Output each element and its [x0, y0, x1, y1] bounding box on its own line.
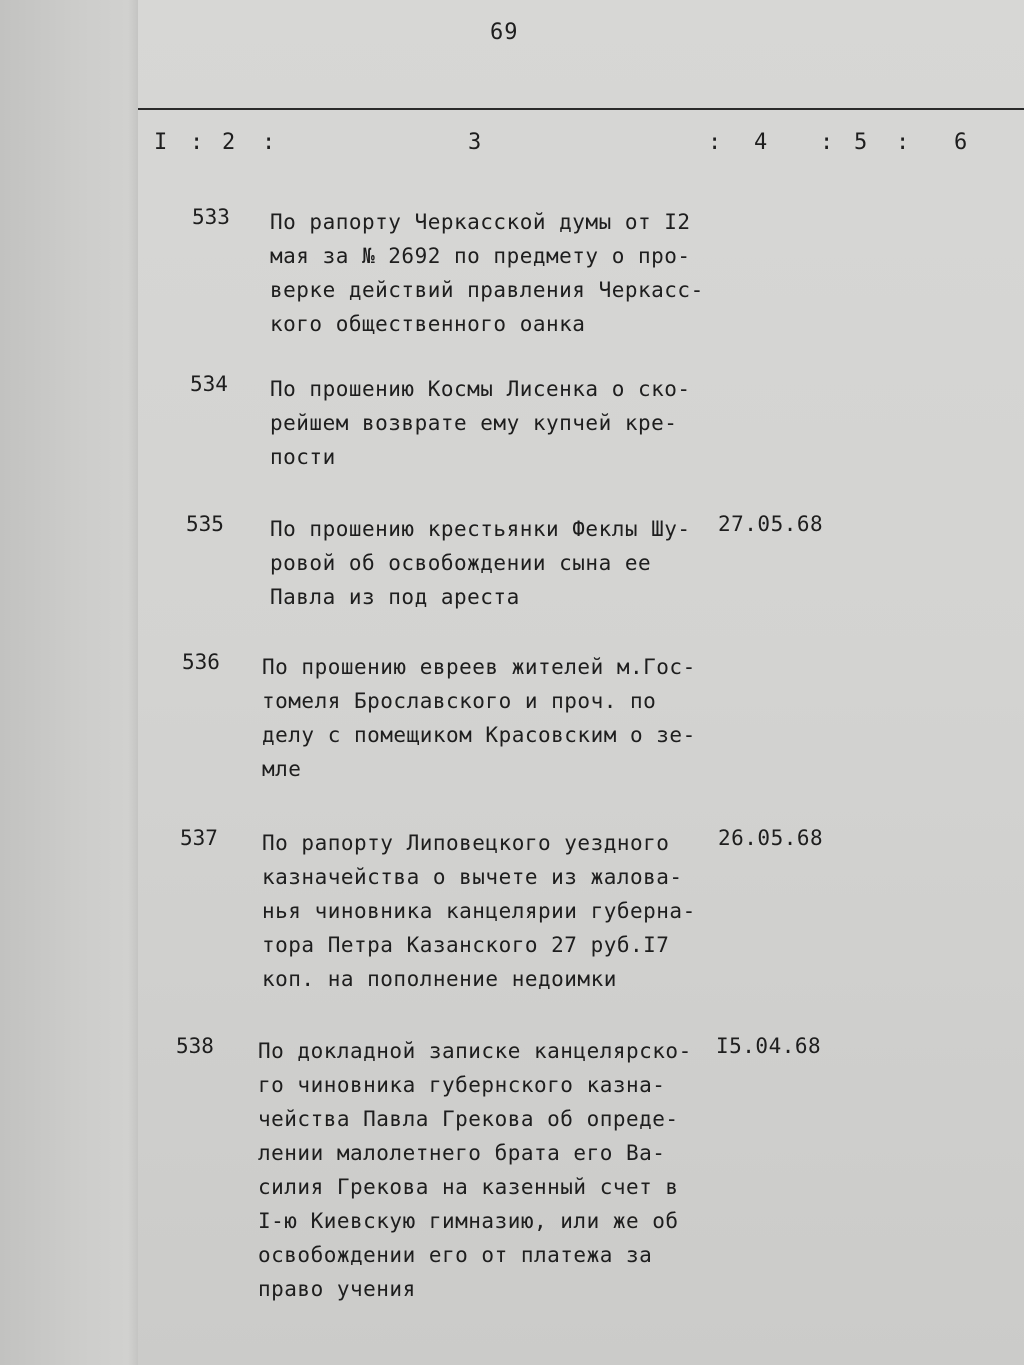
entry-line: тора Петра Казанского 27 руб.I7	[262, 933, 670, 957]
entry-line: мле	[262, 757, 302, 781]
entry-line: го чиновника губернского казна-	[258, 1073, 666, 1097]
entry-line: коп. на пополнение недоимки	[262, 967, 617, 991]
entry-line: рейшем возврате ему купчей кре-	[270, 411, 678, 435]
entry-line: По прошению крестьянки Феклы Шу-	[270, 517, 691, 541]
entry-line: чейства Павла Грекова об опреде-	[258, 1107, 679, 1131]
entry-line: ровой об освобождении сына ее	[270, 551, 652, 575]
entry-line: силия Грекова на казенный счет в	[258, 1175, 679, 1199]
entry-line: делу с помещиком Красовским о зе-	[262, 723, 696, 747]
entry-line: нья чиновника канцелярии губерна-	[262, 899, 696, 923]
entry-number: 534	[190, 372, 228, 396]
entry-date: 27.05.68	[718, 512, 824, 536]
entry-line: мая за № 2692 по предмету о про-	[270, 244, 691, 268]
entry-line: По прошению Космы Лисенка о ско-	[270, 377, 691, 401]
column-header-1: I	[154, 130, 168, 155]
entry-line: По рапорту Липовецкого уездного	[262, 831, 670, 855]
column-header-2: 2	[222, 130, 236, 155]
entry-line: По докладной записке канцелярско-	[258, 1039, 692, 1063]
entry-line: пости	[270, 445, 336, 469]
column-header-3: 3	[468, 130, 482, 155]
entry-line: казначейства о вычете из жалова-	[262, 865, 683, 889]
document-page	[138, 0, 1024, 1365]
entry-description	[270, 205, 720, 341]
entry-number: 537	[180, 826, 218, 850]
column-header-5: 5	[854, 130, 868, 155]
entry-number: 536	[182, 650, 220, 674]
entry-line: Павла из под ареста	[270, 585, 520, 609]
entry-number: 538	[176, 1034, 214, 1058]
entry-description	[258, 1034, 708, 1306]
entry-number: 533	[192, 205, 230, 229]
table-header-rule	[138, 108, 1024, 110]
entry-number: 535	[186, 512, 224, 536]
entry-line: верке действий правления Черкасс-	[270, 278, 704, 302]
column-header-6: 6	[954, 130, 968, 155]
page-number: 69	[490, 20, 519, 45]
entry-description	[270, 372, 720, 474]
column-header-4: 4	[754, 130, 768, 155]
entry-line: томеля Брославского и проч. по	[262, 689, 657, 713]
entry-date: I5.04.68	[716, 1034, 822, 1058]
entry-line: По рапорту Черкасской думы от I2	[270, 210, 691, 234]
entry-description	[262, 826, 712, 996]
entry-line: I-ю Киевскую гимназию, или же об	[258, 1209, 679, 1233]
entry-date: 26.05.68	[718, 826, 824, 850]
entry-description	[262, 650, 712, 786]
column-separator: :	[896, 130, 910, 155]
column-separator: :	[190, 130, 204, 155]
column-separator: :	[262, 130, 276, 155]
entry-line: кого общественного оанка	[270, 312, 586, 336]
column-separator: :	[708, 130, 722, 155]
column-separator: :	[820, 130, 834, 155]
entry-description	[270, 512, 720, 614]
entry-line: лении малолетнего брата его Ва-	[258, 1141, 666, 1165]
entry-line: По прошению евреев жителей м.Гос-	[262, 655, 696, 679]
entry-line: право учения	[258, 1277, 416, 1301]
entry-line: освобождении его от платежа за	[258, 1243, 653, 1267]
